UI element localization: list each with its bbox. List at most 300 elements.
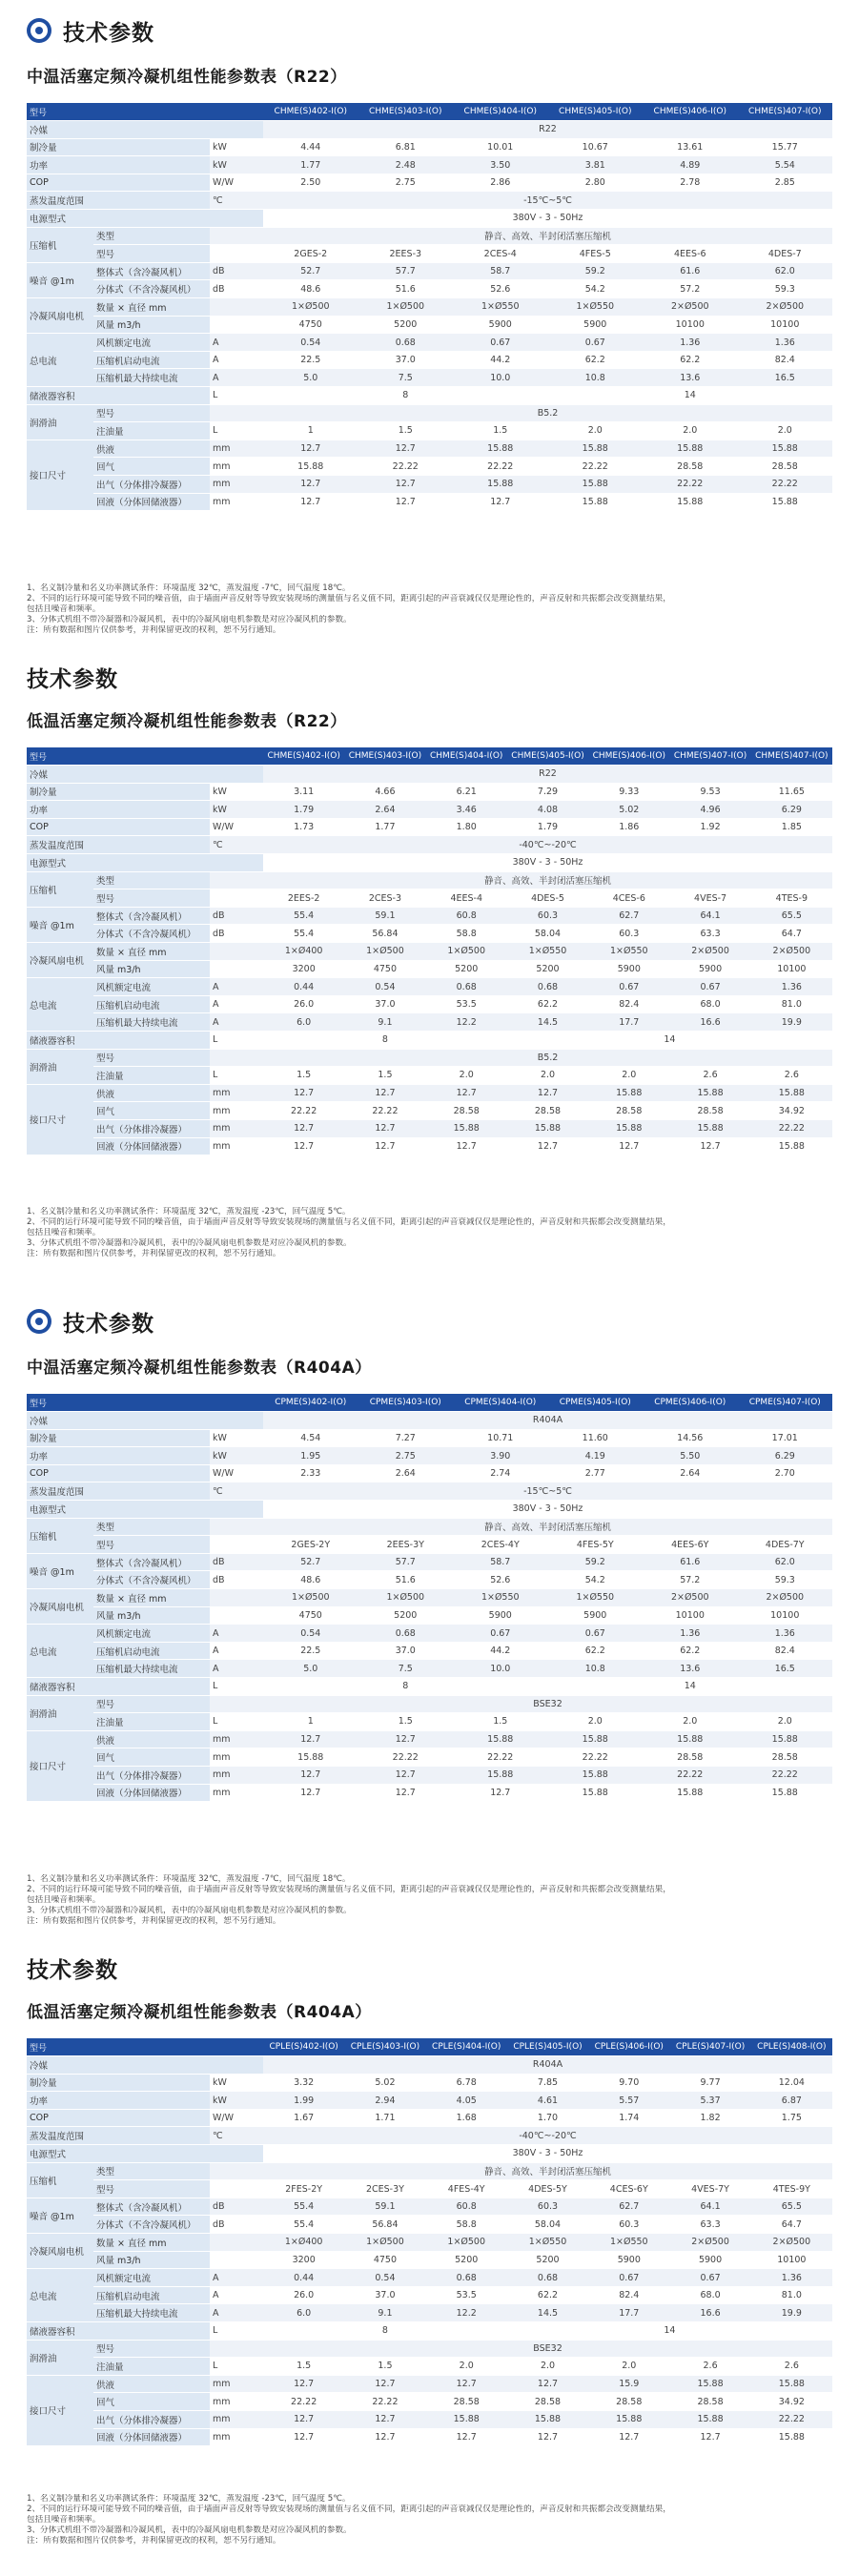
port-size-value: 12.7 — [588, 2428, 669, 2446]
cooling-value: 7.85 — [507, 2074, 588, 2092]
compressor-type-value: 静音、高效、半封闭活塞压缩机 — [263, 871, 832, 889]
compressor-model: 2FES-2Y — [263, 2180, 344, 2198]
table-row — [27, 404, 832, 422]
noise-unit: dB — [210, 1553, 263, 1571]
power-value: 6.29 — [738, 1447, 833, 1465]
power-value: 4.08 — [507, 801, 588, 819]
power-value: 3.90 — [453, 1447, 548, 1465]
port-size-value: 22.22 — [738, 475, 833, 493]
current-sub-label: 风机额定电流 — [93, 334, 210, 352]
noise-value: 64.7 — [751, 2216, 832, 2234]
current-value: 0.67 — [669, 2269, 750, 2287]
fan-motor-unit — [210, 316, 263, 334]
noise-sub-label: 分体式（不含冷凝风机） — [93, 1571, 210, 1589]
fan-motor-value: 10100 — [643, 1606, 738, 1625]
power-label: 功率 — [27, 801, 210, 819]
noise-value: 60.3 — [507, 907, 588, 925]
noise-value: 64.1 — [669, 907, 750, 925]
noise-value: 55.4 — [263, 907, 344, 925]
current-value: 0.54 — [263, 334, 358, 352]
power-supply-label: 电源型式 — [27, 2145, 263, 2163]
header-model-cell: CHME(S)402-I(O) — [263, 747, 344, 766]
fan-motor-value: 5900 — [453, 1606, 548, 1625]
receiver-unit: L — [210, 1678, 263, 1696]
fan-motor-sub-label: 数量 × 直径 mm — [93, 943, 210, 961]
fan-motor-value: 10100 — [738, 316, 833, 334]
current-unit: A — [210, 369, 263, 387]
port-size-value: 15.88 — [453, 1730, 548, 1748]
port-size-value: 12.7 — [426, 2375, 507, 2393]
table-row — [27, 1713, 832, 1731]
port-size-unit: mm — [210, 1730, 263, 1748]
empty-unit — [210, 2162, 263, 2180]
table-row — [27, 1013, 832, 1032]
table-row — [27, 245, 832, 263]
note-line: 注：所有数据和图片仅供参考，并利保留更改的权利，恕不另行通知。 — [27, 2536, 281, 2545]
table-row — [27, 995, 832, 1013]
compressor-model: 4TES-9Y — [751, 2180, 832, 2198]
port-size-sub-label: 回液（分体回储液器） — [93, 2428, 210, 2446]
port-size-value: 12.7 — [588, 1137, 669, 1155]
current-unit: A — [210, 995, 263, 1013]
cop-value: 1.92 — [669, 818, 750, 836]
noise-value: 59.3 — [738, 280, 833, 298]
power-value: 5.57 — [588, 2092, 669, 2110]
noise-value: 59.2 — [548, 1553, 644, 1571]
port-size-value: 28.58 — [588, 2393, 669, 2411]
noise-value: 62.0 — [738, 1553, 833, 1571]
table-row — [27, 280, 832, 298]
noise-sub-label: 整体式（含冷凝风机） — [93, 2198, 210, 2216]
note-line: 1、名义制冷量和名义功率测试条件：环境温度 32℃，蒸发温度 -23℃，回气温度 5℃。 — [27, 1207, 351, 1216]
receiver-value-right: 14 — [507, 2322, 832, 2341]
current-value: 0.67 — [548, 1625, 644, 1643]
port-size-unit: mm — [210, 2428, 263, 2446]
port-size-value: 12.7 — [358, 440, 454, 458]
oil-fill-value: 2.6 — [669, 2358, 750, 2376]
port-size-unit: mm — [210, 1766, 263, 1784]
cooling-value: 10.67 — [548, 138, 644, 156]
power-value: 2.94 — [344, 2092, 425, 2110]
current-value: 44.2 — [453, 1642, 548, 1660]
header-model-cell: CPLE(S)406-I(O) — [588, 2038, 669, 2056]
table-row — [27, 387, 832, 405]
header-model-cell: CPLE(S)403-I(O) — [344, 2038, 425, 2056]
cooling-value: 7.29 — [507, 783, 588, 801]
header-model-cell: CPME(S)405-I(O) — [548, 1394, 644, 1412]
cop-value: 2.64 — [358, 1464, 454, 1482]
cooling-value: 9.53 — [669, 783, 750, 801]
fan-motor-value: 1×Ø400 — [263, 2234, 344, 2252]
compressor-model: 2CES-4Y — [453, 1536, 548, 1554]
current-value: 53.5 — [426, 995, 507, 1013]
table-row — [27, 156, 832, 174]
fan-motor-unit — [210, 298, 263, 317]
port-size-unit: mm — [210, 1748, 263, 1767]
port-size-value: 15.88 — [738, 440, 833, 458]
cop-unit: W/W — [210, 818, 263, 836]
port-size-value: 28.58 — [669, 2393, 750, 2411]
cop-value: 1.74 — [588, 2109, 669, 2127]
current-value: 14.5 — [507, 1013, 588, 1032]
fan-motor-sub-label: 风量 m3/h — [93, 2251, 210, 2269]
table-row — [27, 1119, 832, 1137]
noise-value: 59.1 — [344, 2198, 425, 2216]
table-header-row — [27, 1394, 832, 1412]
oil-fill-value: 2.0 — [738, 422, 833, 440]
noise-value: 55.4 — [263, 925, 344, 943]
fan-motor-value: 1×Ø550 — [453, 1589, 548, 1607]
port-size-sub-label: 出气（分体排冷凝器） — [93, 475, 210, 493]
compressor-model: 4CES-6 — [588, 889, 669, 908]
receiver-value-right: 14 — [507, 1032, 832, 1050]
table-row — [27, 2410, 832, 2428]
noise-value: 52.6 — [453, 1571, 548, 1589]
oil-fill-value: 2.0 — [588, 1067, 669, 1085]
oil-fill-value: 1.5 — [263, 2358, 344, 2376]
port-size-value: 15.88 — [263, 458, 358, 476]
oil-fill-value: 2.0 — [548, 422, 644, 440]
noise-unit: dB — [210, 2198, 263, 2216]
port-size-value: 15.88 — [426, 2410, 507, 2428]
table-row — [27, 1553, 832, 1571]
cop-value: 2.64 — [643, 1464, 738, 1482]
fan-motor-value: 1×Ø400 — [263, 943, 344, 961]
port-size-value: 15.88 — [643, 1784, 738, 1802]
refrigerant-label: 冷媒 — [27, 2056, 263, 2075]
fan-motor-value: 3200 — [263, 2251, 344, 2269]
compressor-model-label: 型号 — [93, 245, 210, 263]
header-model-label: 型号 — [27, 2038, 263, 2056]
current-value: 62.2 — [507, 2286, 588, 2304]
current-value: 7.5 — [358, 1660, 454, 1678]
noise-unit: dB — [210, 1571, 263, 1589]
table-row — [27, 1660, 832, 1678]
cop-label: COP — [27, 818, 210, 836]
port-size-sub-label: 供液 — [93, 1730, 210, 1748]
current-sub-label: 风机额定电流 — [93, 978, 210, 996]
cooling-unit: kW — [210, 138, 263, 156]
table-notes — [27, 1207, 832, 1259]
current-value: 1.36 — [738, 1625, 833, 1643]
cooling-value: 13.61 — [643, 138, 738, 156]
oil-type-value: B5.2 — [263, 404, 832, 422]
power-unit: kW — [210, 156, 263, 174]
port-size-value: 15.88 — [643, 440, 738, 458]
oil-fill-value: 1.5 — [358, 1713, 454, 1731]
cop-label: COP — [27, 174, 210, 192]
empty-unit — [210, 871, 263, 889]
oil-fill-value: 1.5 — [453, 1713, 548, 1731]
current-value: 9.1 — [344, 1013, 425, 1032]
table-row — [27, 766, 832, 784]
current-value: 7.5 — [358, 369, 454, 387]
port-size-value: 15.88 — [588, 1084, 669, 1102]
noise-sub-label: 整体式（含冷凝风机） — [93, 262, 210, 280]
fan-motor-value: 1×Ø550 — [507, 2234, 588, 2252]
oil-fill-value: 2.0 — [643, 1713, 738, 1731]
fan-motor-value: 2×Ø500 — [738, 298, 833, 317]
header-model-cell: CPLE(S)404-I(O) — [426, 2038, 507, 2056]
port-size-value: 12.7 — [358, 1766, 454, 1784]
compressor-model: 2CES-4 — [453, 245, 548, 263]
fan-motor-value: 2×Ø500 — [751, 943, 832, 961]
port-size-value: 12.7 — [344, 1084, 425, 1102]
table-row — [27, 493, 832, 511]
power-value: 4.05 — [426, 2092, 507, 2110]
table-row — [27, 854, 832, 872]
section-heading-text: 技术参数 — [63, 20, 154, 46]
cop-value: 2.85 — [738, 174, 833, 192]
header-model-cell: CHME(S)402-I(O) — [263, 103, 358, 121]
evap-range-label: 蒸发温度范围 — [27, 2127, 210, 2145]
noise-value: 55.4 — [263, 2216, 344, 2234]
fan-motor-value: 5900 — [548, 1606, 644, 1625]
noise-value: 57.2 — [643, 1571, 738, 1589]
port-size-value: 12.7 — [426, 1084, 507, 1102]
empty-unit — [210, 2340, 263, 2358]
table-row — [27, 422, 832, 440]
current-value: 16.6 — [669, 1013, 750, 1032]
fan-motor-value: 4750 — [344, 960, 425, 978]
noise-value: 59.1 — [344, 907, 425, 925]
noise-sub-label: 分体式（不含冷凝风机） — [93, 280, 210, 298]
fan-motor-unit — [210, 1606, 263, 1625]
power-value: 3.46 — [426, 801, 507, 819]
port-size-unit: mm — [210, 1084, 263, 1102]
port-size-value: 12.7 — [344, 2410, 425, 2428]
noise-sub-label: 分体式（不含冷凝风机） — [93, 925, 210, 943]
noise-value: 61.6 — [643, 1553, 738, 1571]
note-line: 1、名义制冷量和名义功率测试条件：环境温度 32℃，蒸发温度 -23℃，回气温度 5℃。 — [27, 2494, 351, 2504]
header-model-cell: CHME(S)404-I(O) — [426, 747, 507, 766]
compressor-model: 4DES-5 — [507, 889, 588, 908]
current-unit: A — [210, 351, 263, 369]
spec-table — [27, 2038, 832, 2446]
cop-value: 1.71 — [344, 2109, 425, 2127]
port-size-value: 15.88 — [453, 1766, 548, 1784]
noise-value: 52.7 — [263, 1553, 358, 1571]
cop-value: 2.74 — [453, 1464, 548, 1482]
table-row — [27, 1518, 832, 1536]
fan-motor-sub-label: 风量 m3/h — [93, 1606, 210, 1625]
header-model-cell: CHME(S)403-I(O) — [344, 747, 425, 766]
cooling-value: 10.71 — [453, 1429, 548, 1447]
port-size-value: 22.22 — [643, 1766, 738, 1784]
table-row — [27, 2162, 832, 2180]
current-sub-label: 压缩机最大持续电流 — [93, 369, 210, 387]
port-size-sub-label: 回气 — [93, 1748, 210, 1767]
oil-type-value: BSE32 — [263, 2340, 832, 2358]
table-row — [27, 1482, 832, 1501]
compressor-model: 4VES-7 — [669, 889, 750, 908]
fan-motor-value: 1×Ø500 — [426, 2234, 507, 2252]
current-value: 62.2 — [643, 351, 738, 369]
current-value: 37.0 — [358, 351, 454, 369]
cop-value: 1.86 — [588, 818, 669, 836]
power-value: 1.99 — [263, 2092, 344, 2110]
compressor-model: 4FES-5 — [548, 245, 644, 263]
port-size-value: 12.7 — [263, 2428, 344, 2446]
oil-fill-value: 2.0 — [643, 422, 738, 440]
oil-label: 润滑油 — [27, 1695, 93, 1730]
receiver-value-right: 14 — [548, 1678, 833, 1696]
power-value: 4.61 — [507, 2092, 588, 2110]
table-row — [27, 1032, 832, 1050]
current-value: 22.5 — [263, 1642, 358, 1660]
cooling-value: 6.81 — [358, 138, 454, 156]
compressor-model: 2EES-3 — [358, 245, 454, 263]
noise-value: 57.2 — [643, 280, 738, 298]
port-size-unit: mm — [210, 458, 263, 476]
port-size-value: 15.88 — [453, 475, 548, 493]
current-value: 82.4 — [738, 351, 833, 369]
empty-unit — [210, 1049, 263, 1067]
fan-motor-value: 1×Ø500 — [263, 1589, 358, 1607]
fan-motor-value: 2×Ø500 — [738, 1589, 833, 1607]
section-heading: 技术参数 — [27, 1958, 118, 1983]
port-size-value: 15.9 — [588, 2375, 669, 2393]
oil-fill-value: 1.5 — [344, 1067, 425, 1085]
port-size-value: 28.58 — [643, 1748, 738, 1767]
spec-table — [27, 747, 832, 1155]
refrigerant-value: R22 — [263, 766, 832, 784]
power-value: 6.29 — [751, 801, 832, 819]
table-row — [27, 889, 832, 908]
port-size-value: 12.7 — [426, 2428, 507, 2446]
port-size-value: 12.7 — [669, 1137, 750, 1155]
note-line: 包括且噪音和频率。 — [27, 1895, 101, 1905]
port-size-label: 接口尺寸 — [27, 440, 93, 510]
current-value: 10.8 — [548, 1660, 644, 1678]
port-size-value: 12.7 — [344, 1119, 425, 1137]
receiver-label: 储液器容积 — [27, 1032, 210, 1050]
fan-motor-sub-label: 数量 × 直径 mm — [93, 298, 210, 317]
cooling-value: 9.33 — [588, 783, 669, 801]
port-size-value: 12.7 — [507, 1084, 588, 1102]
compressor-type-value: 静音、高效、半封闭活塞压缩机 — [263, 227, 832, 245]
oil-type-label: 型号 — [93, 1695, 210, 1713]
table-row — [27, 2340, 832, 2358]
fan-motor-value: 1×Ø550 — [453, 298, 548, 317]
current-value: 0.67 — [588, 2269, 669, 2287]
port-size-value: 28.58 — [588, 1102, 669, 1120]
noise-value: 58.8 — [426, 925, 507, 943]
fan-motor-unit — [210, 960, 263, 978]
port-size-label: 接口尺寸 — [27, 2375, 93, 2445]
port-size-value: 22.22 — [738, 1766, 833, 1784]
table-row — [27, 978, 832, 996]
compressor-type-label: 类型 — [93, 1518, 210, 1536]
current-label: 总电流 — [27, 334, 93, 387]
noise-label: 噪音 @1m — [27, 262, 93, 297]
cop-value: 1.79 — [507, 818, 588, 836]
oil-fill-value: 1.5 — [358, 422, 454, 440]
compressor-type-label: 类型 — [93, 227, 210, 245]
fan-motor-value: 5900 — [588, 960, 669, 978]
power-value: 3.50 — [453, 156, 548, 174]
header-model-cell: CPME(S)402-I(O) — [263, 1394, 358, 1412]
port-size-value: 28.58 — [507, 1102, 588, 1120]
fan-motor-value: 1×Ø550 — [588, 943, 669, 961]
receiver-value-left: 8 — [263, 2322, 507, 2341]
table-row — [27, 2428, 832, 2446]
section-heading-text: 技术参数 — [63, 1311, 154, 1337]
noise-value: 57.7 — [358, 262, 454, 280]
current-value: 6.0 — [263, 2304, 344, 2322]
power-unit: kW — [210, 2092, 263, 2110]
table-row — [27, 1501, 832, 1519]
current-unit: A — [210, 2269, 263, 2287]
current-value: 1.36 — [643, 1625, 738, 1643]
current-value: 19.9 — [751, 2304, 832, 2322]
port-size-value: 22.22 — [263, 2393, 344, 2411]
noise-value: 59.2 — [548, 262, 644, 280]
table-row — [27, 1137, 832, 1155]
noise-value: 60.3 — [588, 925, 669, 943]
compressor-type-value: 静音、高效、半封闭活塞压缩机 — [263, 1518, 832, 1536]
port-size-value: 15.88 — [263, 1748, 358, 1767]
noise-value: 60.8 — [426, 907, 507, 925]
current-value: 0.68 — [507, 978, 588, 996]
port-size-value: 15.88 — [738, 1730, 833, 1748]
oil-fill-unit: L — [210, 422, 263, 440]
port-size-value: 12.7 — [453, 493, 548, 511]
port-size-unit: mm — [210, 2393, 263, 2411]
cooling-value: 9.77 — [669, 2074, 750, 2092]
current-value: 16.5 — [738, 369, 833, 387]
table-row — [27, 2056, 832, 2075]
noise-value: 52.7 — [263, 262, 358, 280]
oil-type-value: BSE32 — [263, 1695, 832, 1713]
table-row — [27, 1766, 832, 1784]
empty-unit — [210, 404, 263, 422]
noise-unit: dB — [210, 280, 263, 298]
header-model-cell: CPME(S)404-I(O) — [453, 1394, 548, 1412]
cooling-value: 10.01 — [453, 138, 548, 156]
header-model-cell: CHME(S)407-I(O) — [751, 747, 832, 766]
port-size-value: 15.88 — [453, 440, 548, 458]
noise-sub-label: 整体式（含冷凝风机） — [93, 1553, 210, 1571]
fan-motor-value: 1×Ø550 — [507, 943, 588, 961]
current-sub-label: 压缩机最大持续电流 — [93, 2304, 210, 2322]
noise-unit: dB — [210, 2216, 263, 2234]
table-row — [27, 2074, 832, 2092]
table-row — [27, 174, 832, 192]
current-unit: A — [210, 2304, 263, 2322]
table-row — [27, 227, 832, 245]
cooling-value: 6.21 — [426, 783, 507, 801]
cop-value: 1.80 — [426, 818, 507, 836]
noise-value: 61.6 — [643, 262, 738, 280]
compressor-model: 4EES-6Y — [643, 1536, 738, 1554]
fan-motor-value: 2×Ø500 — [669, 2234, 750, 2252]
power-value: 5.02 — [588, 801, 669, 819]
table-row — [27, 1625, 832, 1643]
noise-value: 65.5 — [751, 2198, 832, 2216]
fan-motor-value: 10100 — [751, 960, 832, 978]
evap-range-label: 蒸发温度范围 — [27, 1482, 210, 1501]
port-size-value: 15.88 — [426, 1119, 507, 1137]
cooling-value: 7.27 — [358, 1429, 454, 1447]
header-model-cell: CPME(S)406-I(O) — [643, 1394, 738, 1412]
port-size-value: 12.7 — [507, 2428, 588, 2446]
compressor-model: 4DES-5Y — [507, 2180, 588, 2198]
receiver-unit: L — [210, 1032, 263, 1050]
port-size-value: 22.22 — [358, 458, 454, 476]
port-size-value: 12.7 — [358, 475, 454, 493]
fan-motor-value: 1×Ø500 — [344, 2234, 425, 2252]
